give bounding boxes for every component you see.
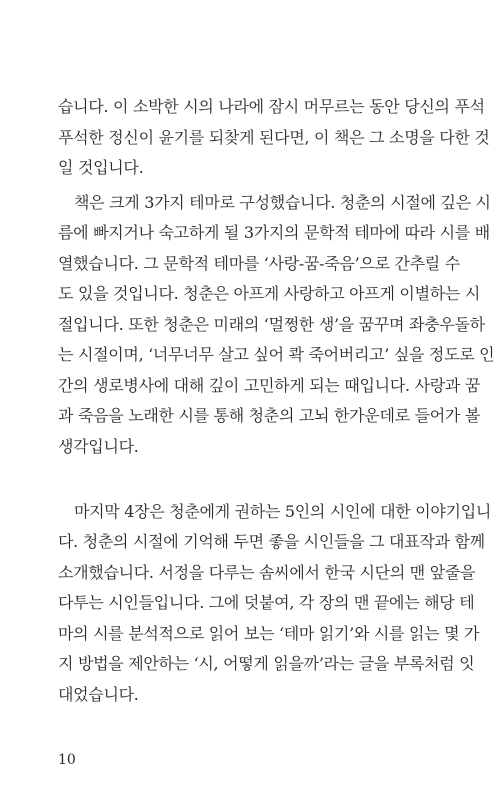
body-text: [58, 92, 495, 710]
text-line: [58, 462, 458, 493]
paragraph-3: [58, 497, 492, 711]
text-line: 는 시절이며, ‘너무너무 살고 싶어 콱 죽어버리고’ 싶을 정도로 인: [58, 345, 495, 364]
text-line: 간의 생로병사에 대해 깊이 고민하게 되는 때입니다. 사랑과 꿈: [58, 375, 480, 395]
text-line: 절입니다. 또한 청춘은 미래의 ‘멀쩡한 생’을 꿈꾸며 좌충우돌하: [58, 314, 485, 334]
text-line: 름에 빠지거나 숙고하게 될 3가지의 문학적 테마에 따라 시를 배: [58, 223, 490, 242]
text-line: 책은 크게 3가지 테마로 구성했습니다. 청춘의 시절에 깊은 시: [74, 192, 491, 212]
text-line: 다. 청춘의 시절에 기억해 두면 좋을 시인들을 그 대표작과 함께: [58, 532, 485, 551]
text-line: 습니다. 이 소박한 시의 나라에 잠시 머무르는 동안 당신의 푸석: [58, 97, 485, 116]
text-line: 다투는 시인들입니다. 그에 덧붙여, 각 장의 맨 끝에는 해당 테: [58, 593, 475, 612]
text-line: 지 방법을 제안하는 ‘시, 어떻게 읽을까’라는 글을 부록처럼 잇: [58, 654, 475, 673]
text-line: 푸석한 정신이 윤기를 되찾게 된다면, 이 책은 그 소명을 다한 것: [58, 127, 490, 147]
text-line: 도 있을 것입니다. 청춘은 아프게 사랑하고 아프게 이별하는 시: [58, 284, 480, 303]
paragraph-2: [58, 188, 495, 493]
text-line: 생각입니다.: [58, 436, 139, 456]
text-line: 열했습니다. 그 문학적 테마를 ‘사랑-꿈-죽음’으로 간추릴 수: [58, 253, 460, 273]
text-line: 과 죽음을 노래한 시를 통해 청춘의 고뇌 한가운데로 들어가 볼: [58, 406, 480, 425]
page-number: 10: [58, 752, 76, 768]
paragraph-1: [58, 92, 490, 184]
text-line: 소개했습니다. 서정을 다루는 솜씨에서 한국 시단의 맨 앞줄을: [58, 562, 476, 582]
text-line: 대었습니다.: [58, 684, 139, 704]
text-line: 마지막 4장은 청춘에게 권하는 5인의 시인에 대한 이야기입니: [74, 501, 492, 521]
text-line: 마의 시를 분석적으로 읽어 보는 ‘테마 읽기’와 시를 읽는 몇 가: [58, 623, 480, 643]
text-line: 일 것입니다.: [58, 158, 144, 177]
